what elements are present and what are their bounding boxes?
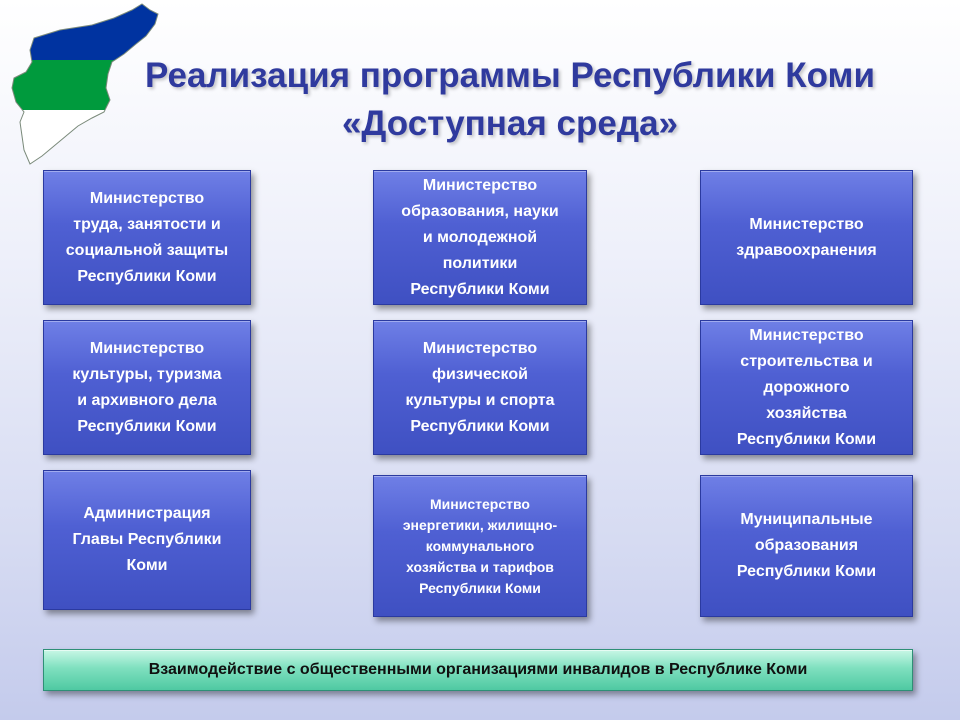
box-ministry-energy: Министерство энергетики, жилищно- коммунального хозяйства и тарифов Республики Коми (373, 475, 587, 617)
box-ministry-labor: Министерство труда, занятости и социальной защиты Республики Коми (43, 170, 251, 305)
box-ministry-education: Министерство образования, науки и молодежной политики Республики Коми (373, 170, 587, 305)
box-ministry-health: Министерство здравоохранения (700, 170, 913, 305)
box-ministry-construction: Министерство строительства и дорожного хозяйства Республики Коми (700, 320, 913, 455)
page-title-line2: «Доступная среда» (341, 104, 679, 143)
box-ministry-sport: Министерство физической культуры и спорта Республики Коми (373, 320, 587, 455)
box-municipal: Муниципальные образования Республики Коми (700, 475, 913, 617)
box-ministry-culture: Министерство культуры, туризма и архивного дела Республики Коми (43, 320, 251, 455)
page-title-line1: Реализация программы Республики Коми (145, 56, 875, 95)
box-administration: Администрация Главы Республики Коми (43, 470, 251, 610)
footer-interaction-bar: Взаимодействие с общественными организациями инвалидов в Республике Коми (43, 649, 913, 691)
